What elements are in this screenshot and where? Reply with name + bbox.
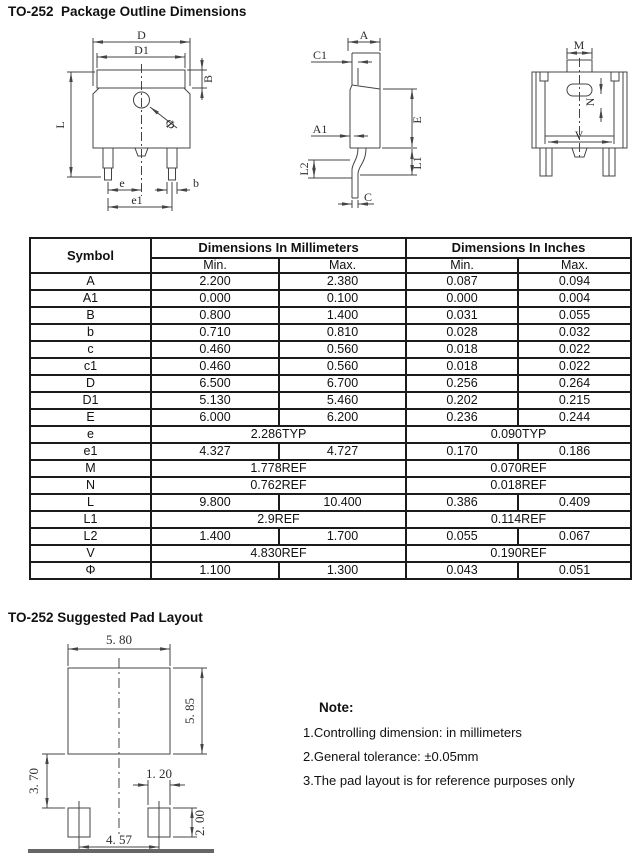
table-cell: 0.000 [151,290,279,307]
table-cell: 0.800 [151,307,279,324]
table-cell: A1 [30,290,151,307]
table-cell: 0.000 [406,290,518,307]
table-cell: 0.018 [406,341,518,358]
table-cell: 0.031 [406,307,518,324]
dim-label-C1: C1 [312,48,328,62]
pad-dim-pitch: 4. 57 [106,832,132,847]
table-cell: 4.830REF [151,545,406,562]
front-view-drawing [55,28,300,228]
table-cell: Φ [30,562,151,579]
table-cell: c1 [30,358,151,375]
dim-label-E: E [410,116,424,124]
dim-label-V: V [574,128,584,142]
table-cell: 0.022 [518,341,631,358]
table-cell: 0.190REF [406,545,631,562]
table-cell: b [30,324,151,341]
back-view-lines [532,48,627,176]
table-row [30,273,631,290]
table-cell: 1.400 [279,307,406,324]
pad-dim-offset: 3. 70 [26,768,41,794]
col-header-inches: Dimensions In Inches [406,238,631,258]
table-row [30,511,631,528]
table-cell: 2.200 [151,273,279,290]
dim-label-M: M [573,38,585,52]
table-cell: 1.700 [279,528,406,545]
table-cell: c [30,341,151,358]
table-cell: 0.386 [406,494,518,511]
table-cell: A [30,273,151,290]
table-row [30,375,631,392]
dim-table-body [30,273,631,579]
table-cell: 0.067 [518,528,631,545]
table-cell: 4.727 [279,443,406,460]
table-cell: 0.215 [518,392,631,409]
page-title: TO-252 Package Outline Dimensions [8,4,247,19]
table-cell: 0.051 [518,562,631,579]
dim-label-L1: L1 [410,156,424,170]
table-row [30,409,631,426]
table-row [30,545,631,562]
table-cell: L [30,494,151,511]
col-subheader-in-max: Max. [518,258,631,273]
table-cell: 1.778REF [151,460,406,477]
table-cell: 0.043 [406,562,518,579]
table-cell: 6.500 [151,375,279,392]
table-cell: 0.560 [279,358,406,375]
pad-dim-width: 5. 80 [106,632,132,647]
table-cell: 0.087 [406,273,518,290]
table-row [30,307,631,324]
table-cell: 0.055 [406,528,518,545]
table-cell: E [30,409,151,426]
table-cell: V [30,545,151,562]
table-row [30,358,631,375]
table-cell: 1.100 [151,562,279,579]
notes-section [303,700,613,797]
table-cell: e [30,426,151,443]
table-row [30,443,631,460]
table-cell: 0.028 [406,324,518,341]
table-cell: 6.200 [279,409,406,426]
note-item: 1.Controlling dimension: in millimeters [303,725,522,740]
table-cell: 9.800 [151,494,279,511]
table-cell: 6.000 [151,409,279,426]
table-cell: L2 [30,528,151,545]
col-header-millimeters: Dimensions In Millimeters [151,238,406,258]
table-row [30,290,631,307]
table-cell: 0.114REF [406,511,631,528]
pad-dim-height: 5. 85 [182,698,197,724]
table-cell: 5.130 [151,392,279,409]
dim-label-B: B [201,74,215,84]
table-row [30,528,631,545]
table-cell: D [30,375,151,392]
table-cell: 0.762REF [151,477,406,494]
pad-dim-pad-width: 1. 20 [146,766,172,781]
table-cell: N [30,477,151,494]
dim-label-N: N [583,97,597,107]
pad-layout-drawing [25,628,230,853]
note-item: 3.The pad layout is for reference purposes only [303,773,575,788]
table-cell: 0.090TYP [406,426,631,443]
col-header-symbol: Symbol [30,238,151,273]
back-view-drawing [478,28,642,228]
dim-label-L2: L2 [297,162,311,176]
table-cell: 4.327 [151,443,279,460]
table-cell: 0.004 [518,290,631,307]
table-cell: 2.286TYP [151,426,406,443]
table-cell: 0.018REF [406,477,631,494]
dim-label-e1: e1 [131,193,143,207]
pad-layout-lines [42,644,207,851]
dim-label-A: A [359,28,369,42]
table-row [30,426,631,443]
dim-label-b: b [193,176,199,190]
table-row [30,494,631,511]
table-cell: 0.256 [406,375,518,392]
dim-label-D: D [137,28,146,42]
dim-label-D1: D1 [134,43,149,57]
dimensions-table [29,237,632,580]
table-cell: 0.070REF [406,460,631,477]
table-cell: e1 [30,443,151,460]
table-cell: 0.244 [518,409,631,426]
table-row [30,460,631,477]
col-subheader-in-min: Min. [406,258,518,273]
note-item: 2.General tolerance: ±0.05mm [303,749,479,764]
table-cell: 1.300 [279,562,406,579]
dim-label-L: L [53,121,67,129]
page-cut-bar [28,849,214,853]
side-view-drawing [297,28,470,228]
table-cell: L1 [30,511,151,528]
dim-label-C: C [363,190,373,204]
table-cell: 0.170 [406,443,518,460]
pad-dim-pad-height: 2. 00 [192,810,207,836]
pad-layout-title: TO-252 Suggested Pad Layout [8,610,203,625]
table-row [30,477,631,494]
table-cell: 0.810 [279,324,406,341]
table-cell: D1 [30,392,151,409]
table-cell: 2.380 [279,273,406,290]
table-cell: 0.022 [518,358,631,375]
dim-label-e: e [119,176,125,190]
table-cell: 0.409 [518,494,631,511]
table-cell: 6.700 [279,375,406,392]
table-cell: 0.032 [518,324,631,341]
dim-label-phi: Φ [161,115,180,133]
table-cell: 0.460 [151,341,279,358]
table-cell: 0.710 [151,324,279,341]
table-cell: B [30,307,151,324]
col-subheader-mm-max: Max. [279,258,406,273]
table-cell: 0.460 [151,358,279,375]
table-cell: 5.460 [279,392,406,409]
col-subheader-mm-min: Min. [151,258,279,273]
table-cell: 0.094 [518,273,631,290]
table-cell: 1.400 [151,528,279,545]
table-cell: 0.055 [518,307,631,324]
notes-list [303,725,613,788]
table-cell: 0.100 [279,290,406,307]
notes-heading: Note: [319,700,354,715]
table-cell: 0.264 [518,375,631,392]
table-row [30,392,631,409]
table-cell: 0.202 [406,392,518,409]
table-cell: 0.560 [279,341,406,358]
table-cell: 0.236 [406,409,518,426]
table-cell: M [30,460,151,477]
front-view-lines [67,38,207,211]
table-row [30,562,631,579]
table-row [30,341,631,358]
table-cell: 0.186 [518,443,631,460]
dim-label-A1: A1 [312,122,328,136]
table-row [30,324,631,341]
table-cell: 2.9REF [151,511,406,528]
table-cell: 0.018 [406,358,518,375]
table-cell: 10.400 [279,494,406,511]
